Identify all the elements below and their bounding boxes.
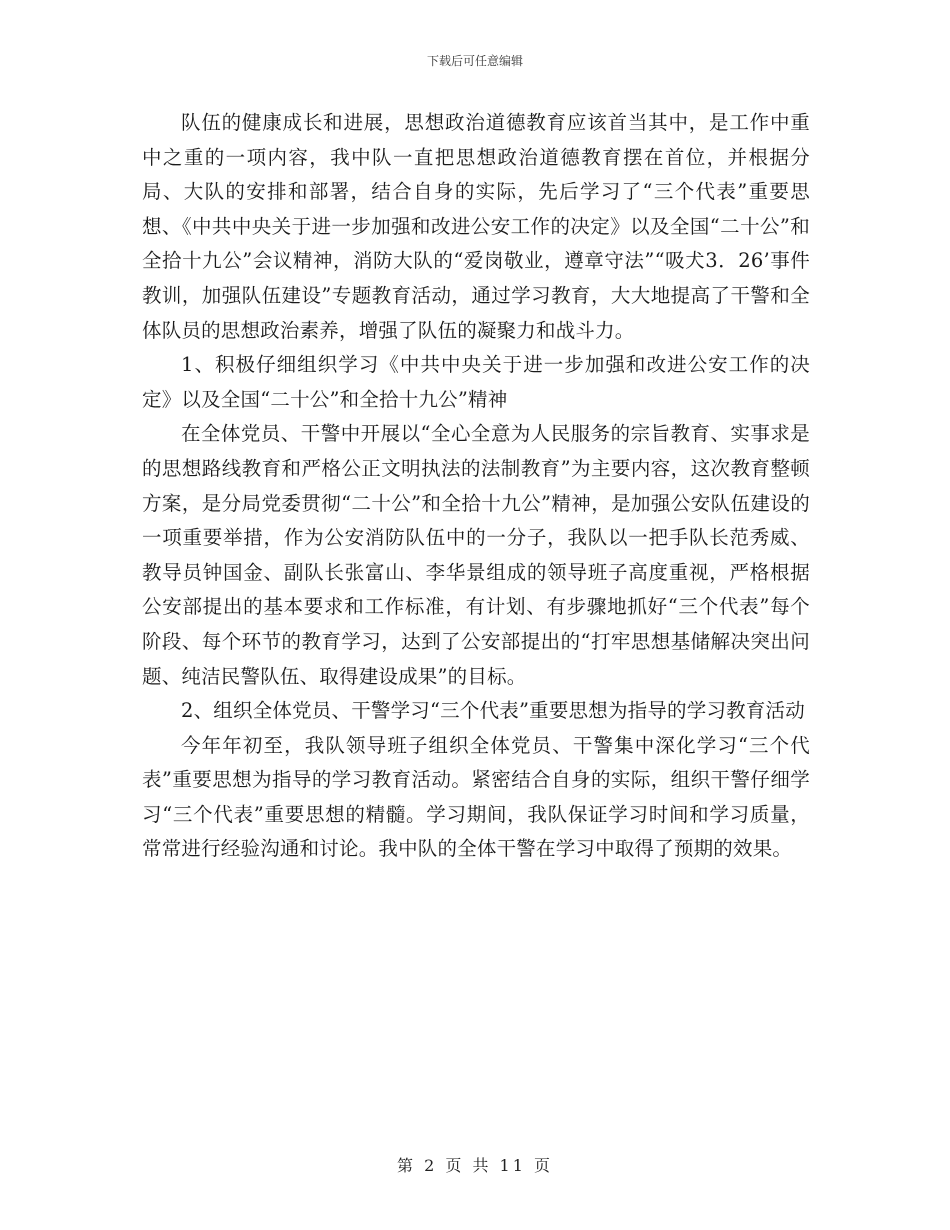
section-heading-1: 1、积极仔细组织学习《中共中央关于进一步加强和改进公安工作的决定》以及全国“二十公”和全拾十九公”精神 xyxy=(142,353,810,411)
section-heading-2: 2、组织全体党员、干警学习“三个代表”重要思想为指导的学习教育活动 xyxy=(181,699,805,723)
paragraph-section-1: 在全体党员、干警中开展以“全心全意为人民服务的宗旨教育、实事求是的思想路线教育和严格公正文明执法的法制教育”为主要内容，这次教育整顿方案，是分局党委贯彻“二十公”和全拾十九公”精神，是加强公安队伍建设的一项重要举措，作为公安消防队伍中的一分子，我队以一把手队长范秀威、教导员钟国金、副队长张富山、李华景组成的领导班子高度重视，严格根据公安部提出的基本要求和工作标准，有计划、有步骤地抓好“三个代表”每个阶段、每个环节的教育学习，达到了公安部提出的“打牢思想基储解决突出问题、纯洁民警队伍、取得建设成果”的目标。 xyxy=(142,422,810,688)
document-body xyxy=(142,106,810,867)
paragraph-section-2: 今年年初至，我队领导班子组织全体党员、干警集中深化学习“三个代表”重要思想为指导的学习教育活动。紧密结合自身的实际，组织干警仔细学习“三个代表”重要思想的精髓。学习期间，我队保证学习时间和学习质量，常常进行经验沟通和讨论。我中队的全体干警在学习中取得了预期的效果。 xyxy=(142,733,810,861)
paragraph-intro: 队伍的健康成长和进展，思想政治道德教育应该首当其中，是工作中重中之重的一项内容，我中队一直把思想政治道德教育摆在首位，并根据分局、大队的安排和部署，结合自身的实际，先后学习了“三个代表”重要思想、《中共中央关于进一步加强和改进公安工作的决定》以及全国“二十公”和全拾十九公”会议精神，消防大队的“爱岗敬业，遵章守法”“吸犬3．26’事件教训，加强队伍建设”专题教育活动，通过学习教育，大大地提高了干警和全体队员的思想政治素养，增强了队伍的凝聚力和战斗力。 xyxy=(142,111,810,342)
page-number: 第 2 页 共 11 页 xyxy=(397,1156,553,1175)
page-header: 下载后可任意编辑 xyxy=(426,54,523,68)
